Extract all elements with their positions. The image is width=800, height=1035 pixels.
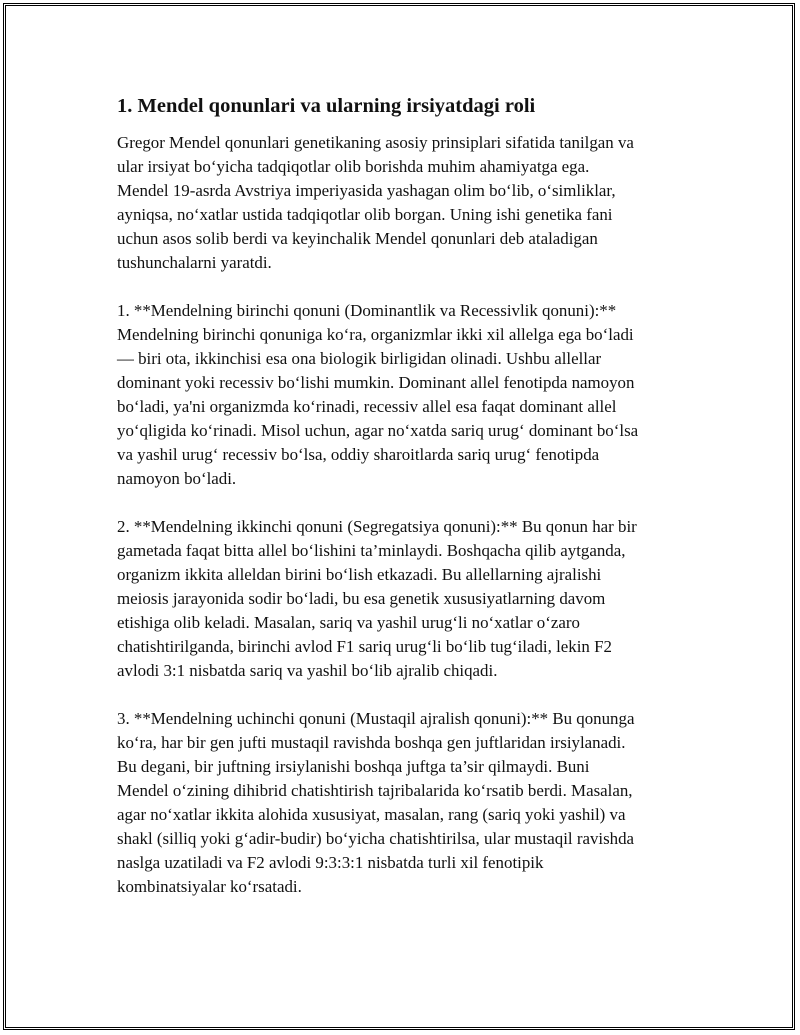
section-heading: 1. Mendel qonunlari va ularning irsiyatdagi roli (117, 95, 536, 117)
second-law-paragraph: 2. **Mendelning ikkinchi qonuni (Segregatsiya qonuni):** Bu qonun har bir gametada faqat bitta allel bo‘lishini ta’minlaydi. Boshqacha qilib aytganda, organizm ikkita alleldan birini bo‘lish etkazadi. Bu allellarning ajralishi meiosis jarayonida sodir bo‘ladi, bu esa genetik xususiyatlarning davom etishiga olib keladi. Masalan, sariq va yashil urug‘li no‘xatlar o‘zaro chatishtirilganda, birinchi avlod F1 sariq urug‘li bo‘lib tug‘iladi, lekin F2 avlodi 3:1 nisbatda sariq va yashil bo‘lib ajralib chiqadi. (117, 517, 637, 680)
first-law-paragraph: 1. **Mendelning birinchi qonuni (Dominantlik va Recessivlik qonuni):** Mendelning birinchi qonuniga ko‘ra, organizmlar ikki xil allelga ega bo‘ladi — biri ota, ikkinchisi esa ona biologik birligidan olinadi. Ushbu allellar dominant yoki recessiv bo‘lishi mumkin. Dominant allel fenotipda namoyon bo‘ladi, ya'ni organizmda ko‘rinadi, recessiv allel esa faqat dominant allel yo‘qligida ko‘rinadi. Misol uchun, agar no‘xatda sariq urug‘ dominant bo‘lsa va yashil urug‘ recessiv bo‘lsa, oddiy sharoitlarda sariq urug‘ fenotipda namoyon bo‘ladi. (117, 301, 639, 488)
document-body (117, 93, 692, 923)
third-law-paragraph: 3. **Mendelning uchinchi qonuni (Mustaqil ajralish qonuni):** Bu qonunga ko‘ra, har bir gen jufti mustaqil ravishda boshqa gen juftlaridan irsiylanadi. Bu degani, bir juftning irsiylanishi boshqa juftga ta’sir qilmaydi. Buni Mendel o‘zining dihibrid chatishtirish tajribalarida ko‘rsatib berdi. Masalan, agar no‘xatlar ikkita alohida xususiyat, masalan, rang (sariq yoki yashil) va shakl (silliq yoki g‘adir-budir) bo‘yicha chatishtirilsa, ular mustaqil ravishda naslga uzatiladi va F2 avlodi 9:3:3:1 nisbatda turli xil fenotipik kombinatsiyalar ko‘rsatadi. (117, 709, 635, 896)
intro-paragraph: Gregor Mendel qonunlari genetikaning asosiy prinsiplari sifatida tanilgan va ular irsiyat bo‘yicha tadqiqotlar olib borishda muhim ahamiyatga ega. Mendel 19-asrda Avstriya imperiyasida yashagan olim bo‘lib, o‘simliklar, ayniqsa, no‘xatlar ustida tadqiqotlar olib borgan. Uning ishi genetika fani uchun asos solib berdi va keyinchalik Mendel qonunlari deb ataladigan tushunchalarni yaratdi. (117, 133, 634, 272)
